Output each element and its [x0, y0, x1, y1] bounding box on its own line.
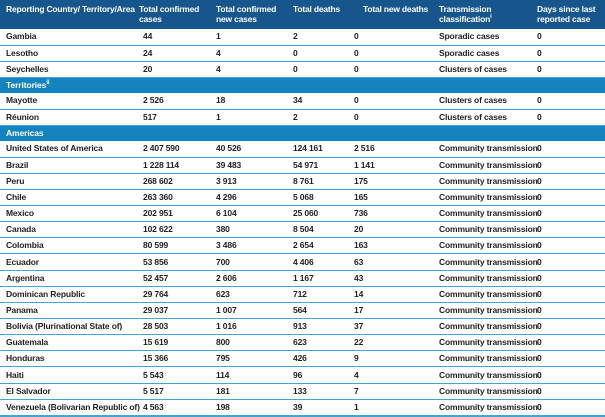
cell-total-confirmed-new-cases: 1 016: [210, 319, 290, 335]
cell-total-deaths: 564: [290, 302, 350, 318]
cell-total-deaths: 4 406: [290, 254, 350, 270]
cell-total-confirmed-cases: 517: [133, 109, 210, 125]
cell-days-since-last-reported-case: 0: [532, 45, 605, 61]
cell-days-since-last-reported-case: 0: [532, 222, 605, 238]
cell-total-deaths: 8 761: [290, 173, 350, 189]
cell-total-deaths: 1 167: [290, 270, 350, 286]
cell-total-new-deaths: 175: [350, 173, 437, 189]
cell-total-new-deaths: 4: [350, 367, 437, 383]
cell-days-since-last-reported-case: 0: [532, 270, 605, 286]
cell-days-since-last-reported-case: 0: [532, 157, 605, 173]
cell-days-since-last-reported-case: 0: [532, 206, 605, 222]
cell-total-confirmed-cases: 52 457: [133, 270, 210, 286]
cell-total-confirmed-new-cases: 40 526: [210, 141, 290, 157]
table-row-canada: [0, 222, 605, 238]
table-header: [0, 0, 605, 29]
table-row-brazil: [0, 157, 605, 173]
cell-total-deaths: 5 068: [290, 189, 350, 205]
cell-transmission-classification: Community transmission: [437, 141, 532, 157]
cell-total-deaths: 2: [290, 109, 350, 125]
cell-days-since-last-reported-case: 0: [532, 351, 605, 367]
table-row-chile: [0, 189, 605, 205]
table-row-peru: [0, 173, 605, 189]
cell-country-name: El Salvador: [0, 383, 133, 399]
cell-country-name: Guatemala: [0, 335, 133, 351]
cell-transmission-classification: Sporadic cases: [437, 45, 532, 61]
cell-total-confirmed-new-cases: 623: [210, 286, 290, 302]
cell-transmission-classification: Community transmission: [437, 173, 532, 189]
section-label: Americas: [0, 125, 605, 141]
cell-total-deaths: 8 504: [290, 222, 350, 238]
cell-total-confirmed-new-cases: 114: [210, 367, 290, 383]
cell-country-name: Chile: [0, 189, 133, 205]
cell-transmission-classification: Clusters of cases: [437, 93, 532, 109]
table-row-united-states-of-america: [0, 141, 605, 157]
cell-transmission-classification: Community transmission: [437, 254, 532, 270]
cell-total-new-deaths: 63: [350, 254, 437, 270]
column-header-transmission-classification: Transmission classification$^i$: [437, 0, 532, 29]
cell-total-confirmed-cases: 4 563: [133, 399, 210, 416]
section-label: Territories$^{ii}$: [0, 77, 605, 93]
cell-total-new-deaths: 43: [350, 270, 437, 286]
cell-country-name: Réunion: [0, 109, 133, 125]
cell-total-new-deaths: 1: [350, 399, 437, 416]
cell-total-confirmed-new-cases: 3 486: [210, 238, 290, 254]
column-header-total-confirmed-cases: Total confirmed cases: [133, 0, 210, 29]
column-header-total-deaths: Total deaths: [290, 0, 350, 29]
table-row-argentina: [0, 270, 605, 286]
cell-total-new-deaths: 0: [350, 29, 437, 45]
table-row-haiti: [0, 367, 605, 383]
cell-total-confirmed-new-cases: 4 296: [210, 189, 290, 205]
cell-total-new-deaths: 17: [350, 302, 437, 318]
cell-country-name: Dominican Republic: [0, 286, 133, 302]
cell-country-name: Panama: [0, 302, 133, 318]
cell-days-since-last-reported-case: 0: [532, 383, 605, 399]
table-row-bolivia-plurinational-state-of: [0, 319, 605, 335]
cell-transmission-classification: Community transmission: [437, 335, 532, 351]
cell-total-deaths: 0: [290, 61, 350, 77]
cell-total-confirmed-new-cases: 181: [210, 383, 290, 399]
section-row-americas: [0, 125, 605, 141]
table-row-panama: [0, 302, 605, 318]
cell-country-name: Mayotte: [0, 93, 133, 109]
cell-total-confirmed-new-cases: 4: [210, 45, 290, 61]
column-header-reporting-country-territory-area: Reporting Country/ Territory/Area: [0, 0, 133, 29]
cell-total-confirmed-cases: 202 951: [133, 206, 210, 222]
cell-total-deaths: 34: [290, 93, 350, 109]
cell-total-new-deaths: 0: [350, 109, 437, 125]
cell-transmission-classification: Community transmission: [437, 206, 532, 222]
cell-total-confirmed-new-cases: 795: [210, 351, 290, 367]
cell-transmission-classification: Community transmission: [437, 238, 532, 254]
cell-transmission-classification: Community transmission: [437, 270, 532, 286]
cell-total-deaths: 133: [290, 383, 350, 399]
cell-total-new-deaths: 22: [350, 335, 437, 351]
cell-total-confirmed-cases: 29 764: [133, 286, 210, 302]
cell-days-since-last-reported-case: 0: [532, 399, 605, 416]
cell-total-new-deaths: 7: [350, 383, 437, 399]
cell-total-confirmed-new-cases: 700: [210, 254, 290, 270]
cell-transmission-classification: Community transmission: [437, 189, 532, 205]
cell-total-confirmed-cases: 102 622: [133, 222, 210, 238]
table-row-gambia: [0, 29, 605, 45]
cell-total-confirmed-cases: 5 543: [133, 367, 210, 383]
cell-total-confirmed-new-cases: 380: [210, 222, 290, 238]
cell-days-since-last-reported-case: 0: [532, 93, 605, 109]
cell-total-confirmed-cases: 268 602: [133, 173, 210, 189]
table-row-honduras: [0, 351, 605, 367]
cell-total-new-deaths: 165: [350, 189, 437, 205]
cell-country-name: Mexico: [0, 206, 133, 222]
cell-total-deaths: 124 161: [290, 141, 350, 157]
cell-total-deaths: 623: [290, 335, 350, 351]
cell-days-since-last-reported-case: 0: [532, 189, 605, 205]
table-row-mayotte: [0, 93, 605, 109]
cell-total-confirmed-new-cases: 3 913: [210, 173, 290, 189]
cell-transmission-classification: Clusters of cases: [437, 61, 532, 77]
cell-country-name: Lesotho: [0, 45, 133, 61]
cell-country-name: Bolivia (Plurinational State of): [0, 319, 133, 335]
cell-total-new-deaths: 0: [350, 93, 437, 109]
table-row-seychelles: [0, 61, 605, 77]
cell-total-confirmed-cases: 53 856: [133, 254, 210, 270]
table-row-dominican-republic: [0, 286, 605, 302]
cell-total-confirmed-cases: 24: [133, 45, 210, 61]
cell-total-new-deaths: 2 516: [350, 141, 437, 157]
cell-total-deaths: 54 971: [290, 157, 350, 173]
cell-total-confirmed-new-cases: 1: [210, 29, 290, 45]
cell-country-name: Brazil: [0, 157, 133, 173]
cell-days-since-last-reported-case: 0: [532, 319, 605, 335]
cell-total-deaths: 913: [290, 319, 350, 335]
cell-country-name: United States of America: [0, 141, 133, 157]
cell-country-name: Peru: [0, 173, 133, 189]
cell-total-confirmed-cases: 29 037: [133, 302, 210, 318]
table-row-venezuela-bolivarian-republic-of: [0, 399, 605, 416]
cell-total-confirmed-new-cases: 1: [210, 109, 290, 125]
cell-transmission-classification: Community transmission: [437, 319, 532, 335]
cell-days-since-last-reported-case: 0: [532, 141, 605, 157]
table-row-mexico: [0, 206, 605, 222]
cell-total-deaths: 39: [290, 399, 350, 416]
cell-transmission-classification: Sporadic cases: [437, 29, 532, 45]
section-row-territories: [0, 77, 605, 93]
cell-total-confirmed-new-cases: 198: [210, 399, 290, 416]
cell-country-name: Canada: [0, 222, 133, 238]
cell-total-new-deaths: 20: [350, 222, 437, 238]
cell-total-confirmed-cases: 2 526: [133, 93, 210, 109]
cell-total-new-deaths: 14: [350, 286, 437, 302]
cell-total-confirmed-new-cases: 2 606: [210, 270, 290, 286]
cell-days-since-last-reported-case: 0: [532, 254, 605, 270]
cell-total-confirmed-new-cases: 18: [210, 93, 290, 109]
cell-total-new-deaths: 1 141: [350, 157, 437, 173]
table-row-colombia: [0, 238, 605, 254]
cell-country-name: Honduras: [0, 351, 133, 367]
cell-total-confirmed-new-cases: 1 007: [210, 302, 290, 318]
table-header-row: [0, 0, 605, 29]
column-header-total-confirmed-new-cases: Total confirmed new cases: [210, 0, 290, 29]
cell-total-confirmed-new-cases: 800: [210, 335, 290, 351]
cell-days-since-last-reported-case: 0: [532, 286, 605, 302]
cell-transmission-classification: Clusters of cases: [437, 109, 532, 125]
cell-total-confirmed-cases: 1 228 114: [133, 157, 210, 173]
cell-days-since-last-reported-case: 0: [532, 29, 605, 45]
cell-days-since-last-reported-case: 0: [532, 367, 605, 383]
table-row-el-salvador: [0, 383, 605, 399]
cell-country-name: Gambia: [0, 29, 133, 45]
cell-days-since-last-reported-case: 0: [532, 335, 605, 351]
table-row-guatemala: [0, 335, 605, 351]
cell-total-deaths: 25 060: [290, 206, 350, 222]
cell-total-confirmed-cases: 80 599: [133, 238, 210, 254]
cell-transmission-classification: Community transmission: [437, 286, 532, 302]
cell-transmission-classification: Community transmission: [437, 157, 532, 173]
cell-total-deaths: 2 654: [290, 238, 350, 254]
cell-total-confirmed-cases: 15 619: [133, 335, 210, 351]
table-body: [0, 29, 605, 416]
cell-country-name: Seychelles: [0, 61, 133, 77]
table-row-lesotho: [0, 45, 605, 61]
cell-country-name: Venezuela (Bolivarian Republic of): [0, 399, 133, 416]
cell-transmission-classification: Community transmission: [437, 351, 532, 367]
cell-total-deaths: 2: [290, 29, 350, 45]
cell-transmission-classification: Community transmission: [437, 302, 532, 318]
cell-total-confirmed-cases: 28 503: [133, 319, 210, 335]
cell-total-new-deaths: 163: [350, 238, 437, 254]
cell-days-since-last-reported-case: 0: [532, 109, 605, 125]
cell-days-since-last-reported-case: 0: [532, 173, 605, 189]
cell-transmission-classification: Community transmission: [437, 399, 532, 416]
cell-total-confirmed-cases: 2 407 590: [133, 141, 210, 157]
cell-total-confirmed-cases: 20: [133, 61, 210, 77]
cell-total-deaths: 0: [290, 45, 350, 61]
cell-total-deaths: 96: [290, 367, 350, 383]
cell-transmission-classification: Community transmission: [437, 222, 532, 238]
table-row-r-union: [0, 109, 605, 125]
cell-total-confirmed-cases: 263 360: [133, 189, 210, 205]
cell-days-since-last-reported-case: 0: [532, 302, 605, 318]
cell-country-name: Colombia: [0, 238, 133, 254]
cell-country-name: Haiti: [0, 367, 133, 383]
cell-total-new-deaths: 0: [350, 45, 437, 61]
cell-total-confirmed-new-cases: 6 104: [210, 206, 290, 222]
cell-total-new-deaths: 9: [350, 351, 437, 367]
cell-total-deaths: 712: [290, 286, 350, 302]
cell-total-confirmed-cases: 44: [133, 29, 210, 45]
cell-total-deaths: 426: [290, 351, 350, 367]
cell-total-new-deaths: 37: [350, 319, 437, 335]
cell-days-since-last-reported-case: 0: [532, 238, 605, 254]
cell-total-confirmed-new-cases: 4: [210, 61, 290, 77]
cell-total-confirmed-new-cases: 39 483: [210, 157, 290, 173]
cell-transmission-classification: Community transmission: [437, 367, 532, 383]
cell-transmission-classification: Community transmission: [437, 383, 532, 399]
cell-total-confirmed-cases: 15 366: [133, 351, 210, 367]
column-header-days-since-last-reported-case: Days since last reported case: [532, 0, 605, 29]
table-row-ecuador: [0, 254, 605, 270]
cell-total-confirmed-cases: 5 517: [133, 383, 210, 399]
cell-total-new-deaths: 736: [350, 206, 437, 222]
column-header-total-new-deaths: Total new deaths: [350, 0, 437, 29]
cell-country-name: Argentina: [0, 270, 133, 286]
cell-country-name: Ecuador: [0, 254, 133, 270]
cell-days-since-last-reported-case: 0: [532, 61, 605, 77]
cell-total-new-deaths: 0: [350, 61, 437, 77]
